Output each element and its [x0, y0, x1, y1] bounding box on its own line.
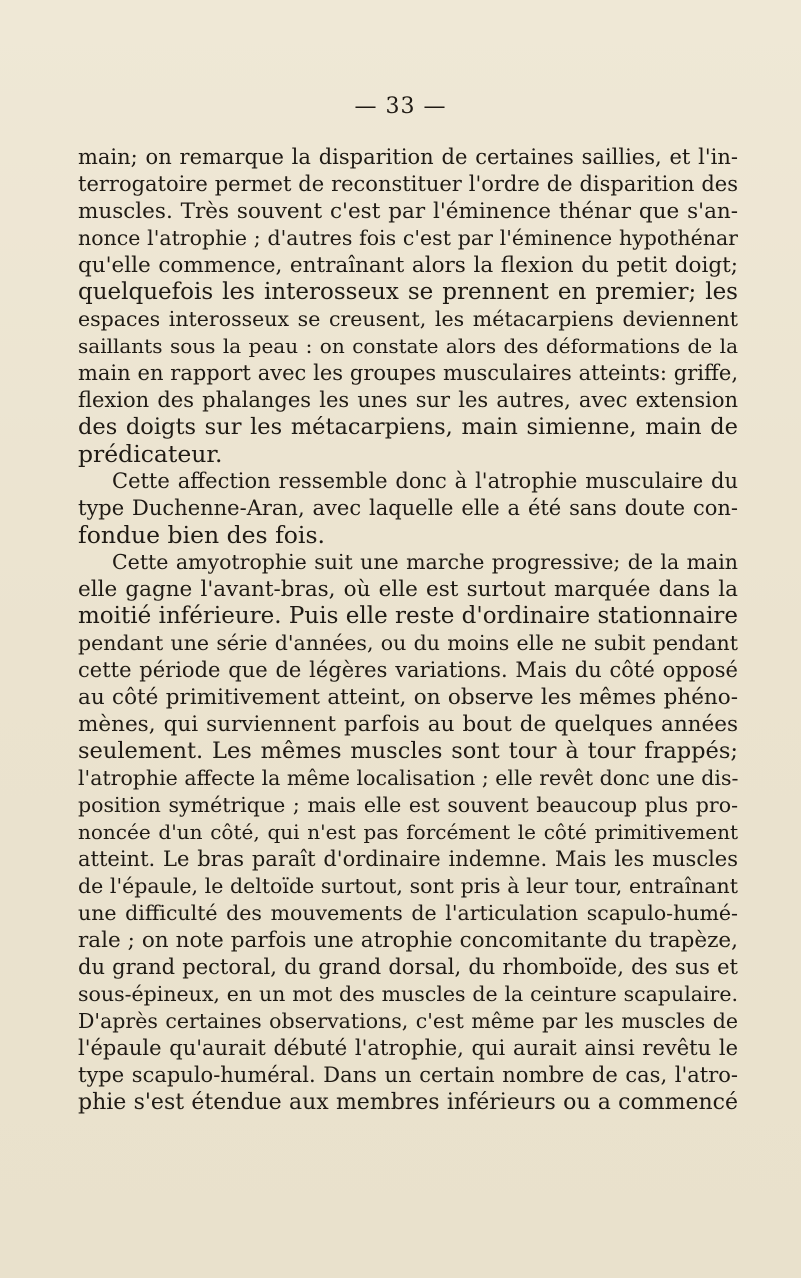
text-line: noncée d'un côté, qui n'est pas forcément le côté primitivement	[78, 820, 738, 844]
text-line: qu'elle commence, entraînant alors la flexion du petit doigt;	[78, 253, 738, 278]
text-line: des doigts sur les métacarpiens, main simienne, main de	[78, 414, 738, 440]
text-line: position symétrique ; mais elle est souvent beaucoup plus pro-	[78, 793, 738, 817]
page-number: — 33 —	[354, 94, 447, 119]
text-line: une difficulté des mouvements de l'articulation scapulo-humé-	[78, 901, 738, 925]
body-text	[78, 144, 738, 1116]
text-line: seulement. Les mêmes muscles sont tour à tour frappés;	[78, 738, 738, 764]
text-line: cette période que de légères variations. Mais du côté opposé	[78, 658, 738, 682]
text-line: de l'épaule, le deltoïde surtout, sont pris à leur tour, entraînant	[78, 874, 738, 898]
text-line: muscles. Très souvent c'est par l'éminence thénar que s'an-	[78, 199, 738, 224]
text-line: quelquefois les interosseux se prennent en premier; les	[78, 279, 738, 305]
text-line: l'épaule qu'aurait débuté l'atrophie, qui aurait ainsi revêtu le	[78, 1036, 738, 1060]
text-line: saillants sous la peau : on constate alors des déformations de la	[78, 334, 738, 358]
text-line: phie s'est étendue aux membres inférieurs ou a commencé	[78, 1090, 738, 1115]
text-line: Cette amyotrophie suit une marche progressive; de la main	[112, 550, 738, 574]
text-line: nonce l'atrophie ; d'autres fois c'est par l'éminence hypothénar	[78, 226, 738, 250]
text-line: sous-épineux, en un mot des muscles de la ceinture scapulaire.	[78, 982, 738, 1006]
text-line: espaces interosseux se creusent, les métacarpiens deviennent	[78, 307, 738, 331]
text-line: pendant une série d'années, ou du moins elle ne subit pendant	[78, 631, 738, 655]
paragraph-3	[78, 549, 738, 1116]
text-line: du grand pectoral, du grand dorsal, du rhomboïde, des sus et	[78, 955, 738, 979]
text-line: mènes, qui surviennent parfois au bout de quelques années	[78, 712, 738, 737]
paragraph-2	[78, 468, 738, 549]
text-line: D'après certaines observations, c'est même par les muscles de	[78, 1009, 738, 1033]
text-line: rale ; on note parfois une atrophie concomitante du trapèze,	[78, 928, 738, 953]
text-line: l'atrophie affecte la même localisation ; elle revêt donc une dis-	[78, 766, 739, 790]
text-line: main en rapport avec les groupes musculaires atteints: griffe,	[78, 361, 738, 385]
text-line: terrogatoire permet de reconstituer l'ordre de disparition des	[78, 172, 738, 196]
text-line: type Duchenne-Aran, avec laquelle elle a été sans doute con-	[78, 496, 738, 520]
text-line: atteint. Le bras paraît d'ordinaire indemne. Mais les muscles	[78, 847, 738, 871]
text-line: fondue bien des fois.	[78, 521, 325, 549]
text-line: Cette affection ressemble donc à l'atrophie musculaire du	[112, 469, 738, 493]
text-line: main; on remarque la disparition de certaines saillies, et l'in-	[78, 145, 738, 169]
text-line: elle gagne l'avant-bras, où elle est surtout marquée dans la	[78, 577, 738, 602]
text-line: type scapulo-huméral. Dans un certain nombre de cas, l'atro-	[78, 1063, 738, 1087]
text-line: moitié inférieure. Puis elle reste d'ordinaire stationnaire	[78, 603, 738, 629]
text-line: prédicateur.	[78, 440, 223, 468]
paragraph-1	[78, 144, 738, 468]
text-line: flexion des phalanges les unes sur les autres, avec extension	[78, 388, 738, 412]
text-line: au côté primitivement atteint, on observe les mêmes phéno-	[78, 685, 738, 710]
